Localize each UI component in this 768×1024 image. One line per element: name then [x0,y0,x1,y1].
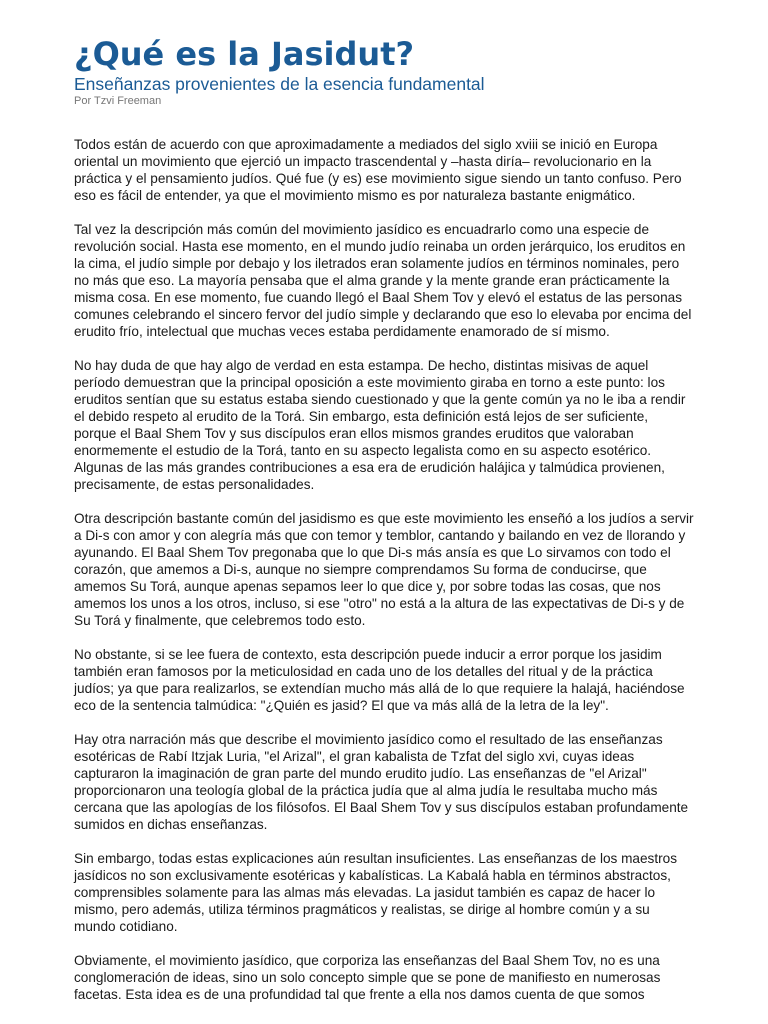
paragraph: Obviamente, el movimiento jasídico, que corporiza las enseñanzas del Baal Shem Tov, no es una conglomeración de ideas, sino un solo concepto simple que se pone de manifiesto en numerosas facetas. Esta idea es de una profundidad tal que frente a ella nos damos cuenta de que somos [74,953,661,1002]
paragraph: Hay otra narración más que describe el movimiento jasídico como el resultado de las enseñanzas esotéricas de Rabí Itzjak Luria, "el Arizal", el gran kabalista de Tzfat del siglo xvi, cuyas ideas capturaron la imaginación de gran parte del mundo erudito judío. Las enseñanzas de "el Arizal" proporcionaron una teología global de la práctica judía que al alma judía le resultaba mucho más cercana que las apologías de los filósofos. El Baal Shem Tov y sus discípulos estaban profundamente sumidos en dichas enseñanzas. [74,732,689,832]
paragraph: Otra descripción bastante común del jasidismo es que este movimiento les enseñó a los judíos a servir a Di-s con amor y con alegría más que con temor y temblor, cantando y bailando en vez de llorando y ayunando. El Baal Shem Tov pregonaba que lo que Di-s más ansía es que Lo sirvamos con todo el corazón, que amemos a Di-s, aunque no siempre comprendamos Su forma de conducirse, que amemos Su Torá, aunque apenas sepamos leer lo que dice y, por sobre todas las cosas, que nos amemos los unos a los otros, incluso, si ese "otro" no está a la altura de las expectativas de Di-s y de Su Torá y finalmente, que celebremos todo esto. [74,511,694,628]
paragraph: Tal vez la descripción más común del movimiento jasídico es encuadrarlo como una especie de revolución social. Hasta ese momento, en el mundo judío reinaba un orden jerárquico, los eruditos en la cima, el judío simple por debajo y los iletrados eran solamente judíos en términos nominales, pero no más que eso. La mayoría pensaba que el alma grande y la mente grande eran prácticamente la misma cosa. En ese momento, fue cuando llegó el Baal Shem Tov y elevó el estatus de las personas comunes celebrando el sincero fervor del judío simple y declarando que eso lo elevaba por encima del erudito frío, intelectual que muchas veces estaba perdidamente enamorado de sí mismo. [74,222,692,339]
paragraph: No obstante, si se lee fuera de contexto, esta descripción puede inducir a error porque los jasidim también eran famosos por la meticulosidad en cada uno de los detalles del ritual y de la práctica judíos; ya que para realizarlos, se extendían mucho más allá de lo que requiere la halajá, haciéndose eco de la sentencia talmúdica: "¿Quién es jasid? El que va más allá de la letra de la ley". [74,647,685,713]
paragraph: Sin embargo, todas estas explicaciones aún resultan insuficientes. Las enseñanzas de los maestros jasídicos no son exclusivamente esotéricas y kabalísticas. La Kabalá habla en términos abstractos, comprensibles solamente para las almas más elevadas. La jasidut también es capaz de hacer lo mismo, pero además, utiliza términos pragmáticos y realistas, se dirige al hombre común y a su mundo cotidiano. [74,851,678,934]
page-subtitle: Enseñanzas provenientes de la esencia fundamental [74,74,485,94]
paragraph: Todos están de acuerdo con que aproximadamente a mediados del siglo xviii se inició en Europa oriental un movimiento que ejerció un impacto trascendental y –hasta diría– revolucionario en la práctica y el pensamiento judíos. Qué fue (y es) ese movimiento sigue siendo un tanto confuso. Pero eso es fácil de entender, ya que el movimiento mismo es por naturaleza bastante enigmático. [74,137,682,203]
page-title: ¿Qué es la Jasidut? [74,35,415,73]
author-byline: Por Tzvi Freeman [74,95,162,107]
article-body [74,136,694,1003]
paragraph: No hay duda de que hay algo de verdad en esta estampa. De hecho, distintas misivas de aquel período demuestran que la principal oposición a este movimiento giraba en torno a este punto: los eruditos sentían que su estatus estaba siendo cuestionado y que la gente común ya no le iba a rendir el debido respeto al erudito de la Torá. Sin embargo, esta definición está lejos de ser suficiente, porque el Baal Shem Tov y sus discípulos eran ellos mismos grandes eruditos que valoraban enormemente el estudio de la Torá, tanto en su aspecto legalista como en su aspecto esotérico. Algunas de las más grandes contribuciones a esa era de erudición halájica y talmúdica provienen, precisamente, de estas personalidades. [74,358,686,492]
